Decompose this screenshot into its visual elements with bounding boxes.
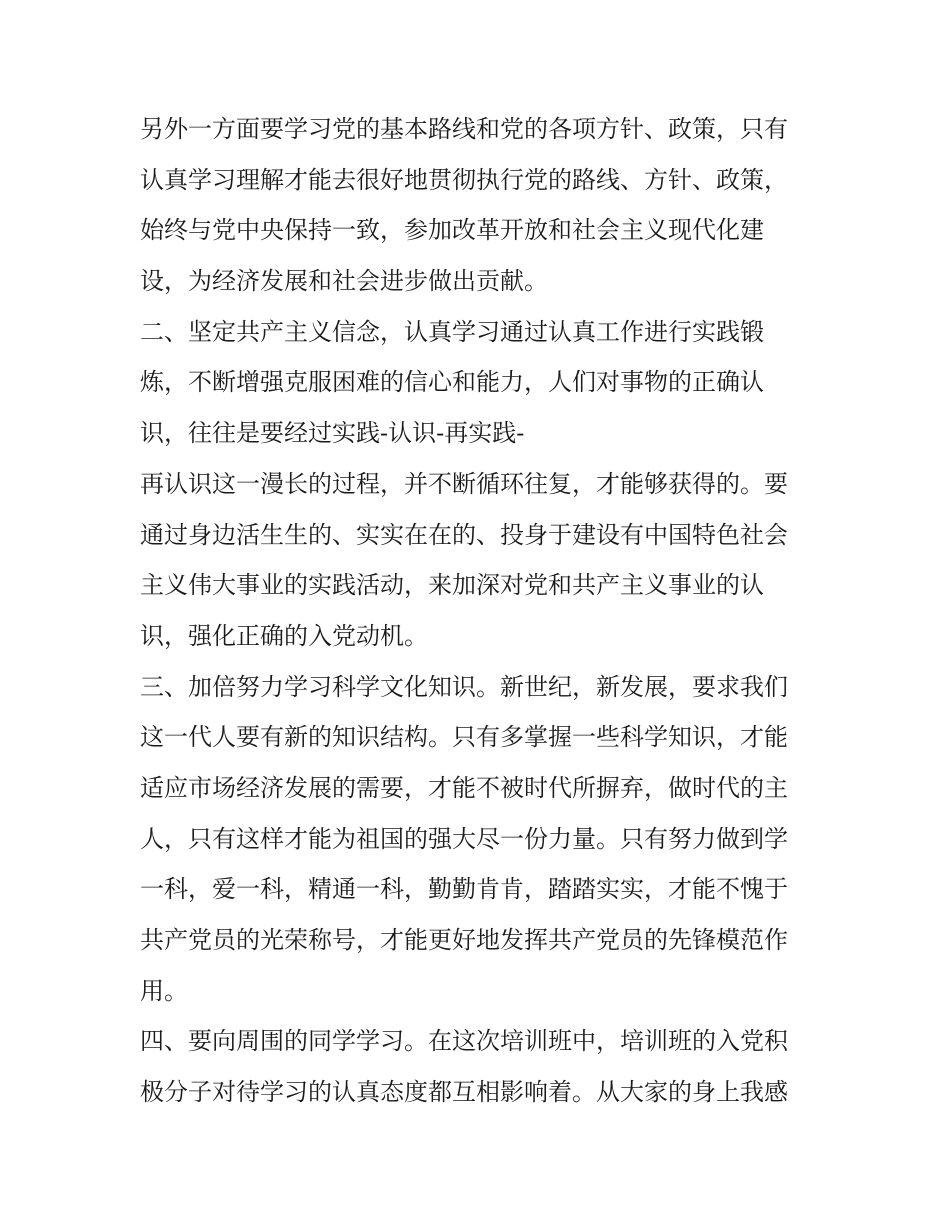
text-line: 共产党员的光荣称号，才能更好地发挥共产党员的先锋模范作 xyxy=(140,926,788,954)
text-line: 再认识这一漫长的过程，并不断循环往复，才能够获得的。要 xyxy=(140,469,788,498)
text-line: 识，往往是要经过实践-认识-再实践- xyxy=(140,419,525,448)
text-line: 人，只有这样才能为祖国的强大尽一份力量。只有努力做到学 xyxy=(140,824,788,853)
text-line: 极分子对待学习的认真态度都互相影响着。从大家的身上我感 xyxy=(140,1078,788,1107)
text-line: 另外一方面要学习党的基本路线和党的各项方针、政策，只有 xyxy=(140,115,788,143)
text-line: 设，为经济发展和社会进步做出贡献。 xyxy=(140,267,548,296)
text-line: 一科，爱一科，精通一科，勤勤肯肯，踏踏实实，才能不愧于 xyxy=(140,875,788,904)
text-line: 始终与党中央保持一致，参加改革开放和社会主义现代化建 xyxy=(140,216,764,245)
text-line: 炼，不断增强克服困难的信心和能力，人们对事物的正确认 xyxy=(140,368,764,397)
document-body xyxy=(140,104,820,1118)
text-line: 主义伟大事业的实践活动，来加深对党和共产主义事业的认 xyxy=(140,571,764,600)
text-line: 用。 xyxy=(140,976,188,1005)
text-line: 认真学习理解才能去很好地贯彻执行党的路线、方针、政策， xyxy=(140,165,788,194)
text-line: 识，强化正确的入党动机。 xyxy=(140,621,428,650)
text-line: 四、要向周围的同学学习。在这次培训班中，培训班的入党积 xyxy=(140,1027,788,1056)
text-line: 三、加倍努力学习科学文化知识。新世纪，新发展，要求我们 xyxy=(140,672,788,701)
text-line: 二、坚定共产主义信念，认真学习通过认真工作进行实践锻 xyxy=(140,317,764,346)
text-line: 通过身边活生生的、实实在在的、投身于建设有中国特色社会 xyxy=(140,520,788,549)
text-line: 这一代人要有新的知识结构。只有多掌握一些科学知识，才能 xyxy=(140,723,788,752)
text-line: 适应市场经济发展的需要，才能不被时代所摒弃，做时代的主 xyxy=(140,773,788,802)
